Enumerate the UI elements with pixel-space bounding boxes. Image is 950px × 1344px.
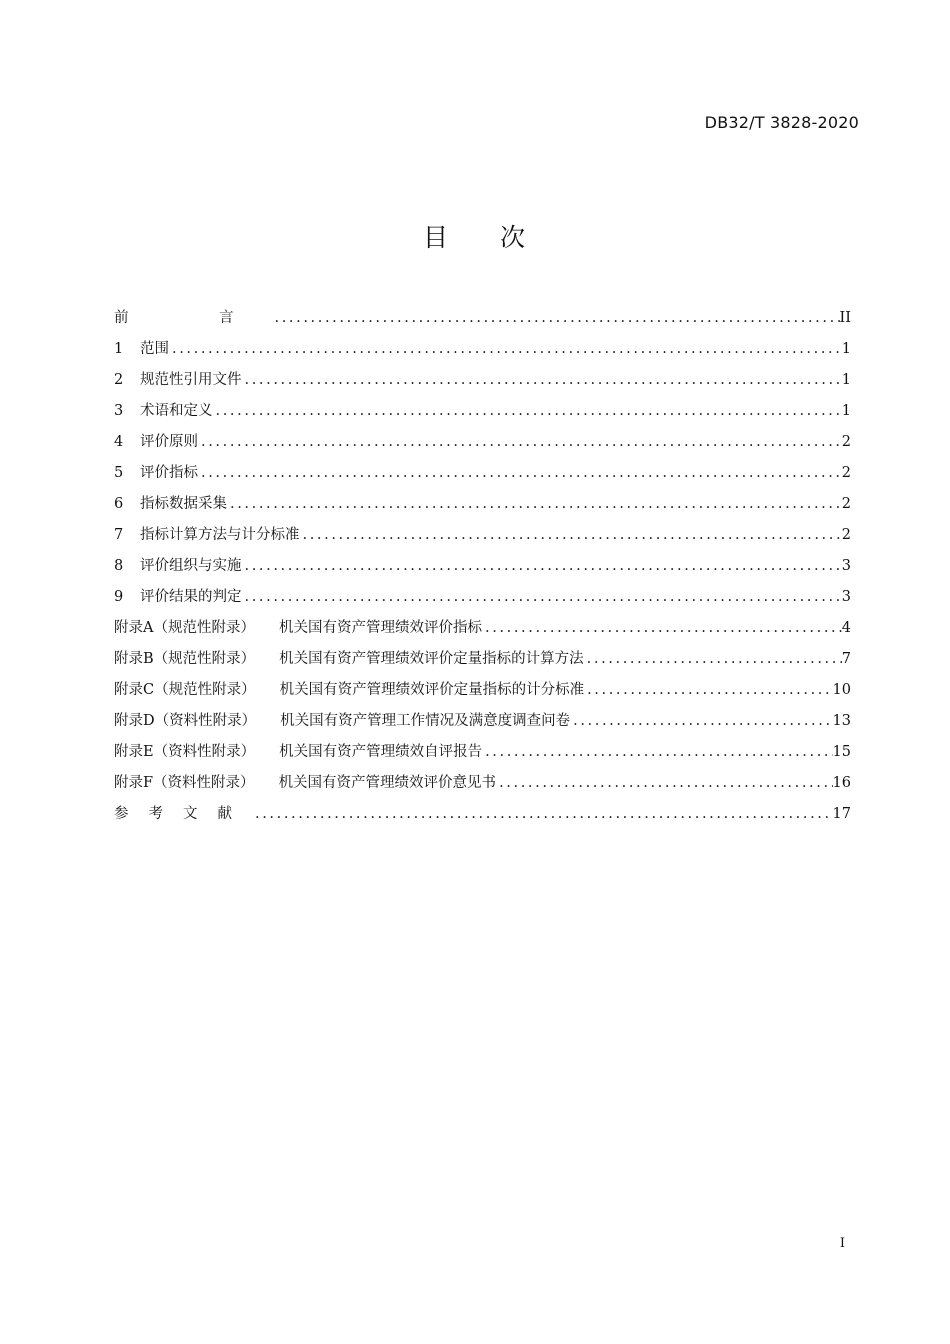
toc-entry[interactable] <box>114 522 851 553</box>
toc-dot-leader <box>584 646 842 672</box>
toc-entry-number: 9 <box>114 589 124 605</box>
toc-entry-page: 1 <box>841 341 851 357</box>
toc-title-char-1: 目 <box>422 223 450 252</box>
document-code: DB32/T 3828-2020 <box>704 113 859 132</box>
toc-entry[interactable] <box>114 646 851 677</box>
toc-entry-page: 16 <box>832 775 851 791</box>
toc-entry-number: 4 <box>114 434 124 450</box>
toc-entry-number: 8 <box>114 558 124 574</box>
toc-entry-number: 5 <box>114 465 124 481</box>
toc-entry[interactable] <box>114 429 851 460</box>
toc-entry-label: 机关国有资产管理绩效自评报告 <box>279 744 483 760</box>
toc-entry-page: 3 <box>841 558 851 574</box>
toc-entry[interactable] <box>114 336 851 367</box>
toc-entry-page: 2 <box>841 496 851 512</box>
page-number: I <box>839 1236 845 1251</box>
toc-title-char-2: 次 <box>500 223 528 252</box>
toc-entry-appendix-prefix: 附录B（规范性附录） <box>114 651 256 667</box>
toc-entry-page: 17 <box>832 806 851 822</box>
toc-entry[interactable] <box>114 367 851 398</box>
toc-entry-page: 3 <box>841 589 851 605</box>
toc-dot-leader <box>300 522 842 548</box>
toc-dot-leader <box>242 553 842 579</box>
toc-entry-number: 1 <box>114 341 124 357</box>
toc-dot-leader <box>272 305 840 331</box>
toc-entry[interactable] <box>114 770 851 801</box>
toc-entry-label: 参考文献 <box>114 806 252 822</box>
toc-entry[interactable] <box>114 615 851 646</box>
toc-entry-number: 6 <box>114 496 124 512</box>
toc-dot-leader <box>570 708 832 734</box>
toc-entry-page: 2 <box>841 465 851 481</box>
toc-dot-leader <box>169 336 842 362</box>
toc-entry-label: 评价指标 <box>140 465 198 481</box>
toc-entry[interactable] <box>114 491 851 522</box>
toc-entry-number: 3 <box>114 403 124 419</box>
toc-entry-label: 范围 <box>140 341 169 357</box>
toc-entry[interactable] <box>114 739 851 770</box>
toc-entry-label: 术语和定义 <box>140 403 213 419</box>
toc-dot-leader <box>482 739 832 765</box>
toc-entry-page: 4 <box>841 620 851 636</box>
toc-entry-label: 评价结果的判定 <box>140 589 242 605</box>
toc-entry[interactable] <box>114 801 851 832</box>
toc-entry[interactable] <box>114 398 851 429</box>
toc-entry-label: 机关国有资产管理绩效评价意见书 <box>278 775 497 791</box>
toc-entry-label: 评价原则 <box>140 434 198 450</box>
toc-dot-leader <box>198 460 842 486</box>
toc-dot-leader <box>482 615 842 641</box>
toc-entry-label: 规范性引用文件 <box>140 372 242 388</box>
toc-entry-page: 1 <box>841 403 851 419</box>
toc-entry-page: II <box>839 310 851 326</box>
toc-entry[interactable] <box>114 553 851 584</box>
toc-dot-leader <box>496 770 832 796</box>
toc-entry[interactable] <box>114 584 851 615</box>
toc-dot-leader <box>242 584 842 610</box>
table-of-contents <box>114 305 851 832</box>
toc-entry[interactable] <box>114 708 851 739</box>
toc-entry[interactable] <box>114 460 851 491</box>
toc-entry[interactable] <box>114 305 851 336</box>
toc-entry-appendix-prefix: 附录F（资料性附录） <box>114 775 255 791</box>
toc-dot-leader <box>584 677 832 703</box>
toc-dot-leader <box>227 491 842 517</box>
toc-entry-label: 前 言 <box>114 310 272 326</box>
toc-dot-leader <box>198 429 842 455</box>
toc-entry-label: 机关国有资产管理绩效评价指标 <box>278 620 482 636</box>
toc-entry-page: 15 <box>832 744 851 760</box>
toc-entry-appendix-prefix: 附录E（资料性附录） <box>114 744 256 760</box>
toc-entry-label: 机关国有资产管理工作情况及满意度调查问卷 <box>280 713 571 729</box>
toc-entry-appendix-prefix: 附录C（规范性附录） <box>114 682 256 698</box>
toc-entry-page: 13 <box>832 713 851 729</box>
toc-entry-number: 7 <box>114 527 124 543</box>
toc-entry-page: 7 <box>841 651 851 667</box>
toc-title <box>0 218 950 254</box>
toc-dot-leader <box>252 801 833 827</box>
toc-entry-label: 评价组织与实施 <box>140 558 242 574</box>
toc-entry-appendix-prefix: 附录A（规范性附录） <box>114 620 255 636</box>
toc-entry-page: 2 <box>841 434 851 450</box>
toc-entry-page: 1 <box>841 372 851 388</box>
toc-entry-label: 指标数据采集 <box>140 496 227 512</box>
toc-entry-label: 机关国有资产管理绩效评价定量指标的计分标准 <box>279 682 585 698</box>
toc-entry-label: 指标计算方法与计分标准 <box>140 527 300 543</box>
toc-entry[interactable] <box>114 677 851 708</box>
toc-dot-leader <box>213 398 842 424</box>
toc-entry-page: 2 <box>841 527 851 543</box>
toc-entry-number: 2 <box>114 372 124 388</box>
toc-entry-page: 10 <box>832 682 851 698</box>
toc-entry-appendix-prefix: 附录D（资料性附录） <box>114 713 257 729</box>
toc-entry-label: 机关国有资产管理绩效评价定量指标的计算方法 <box>279 651 584 667</box>
toc-dot-leader <box>242 367 842 393</box>
